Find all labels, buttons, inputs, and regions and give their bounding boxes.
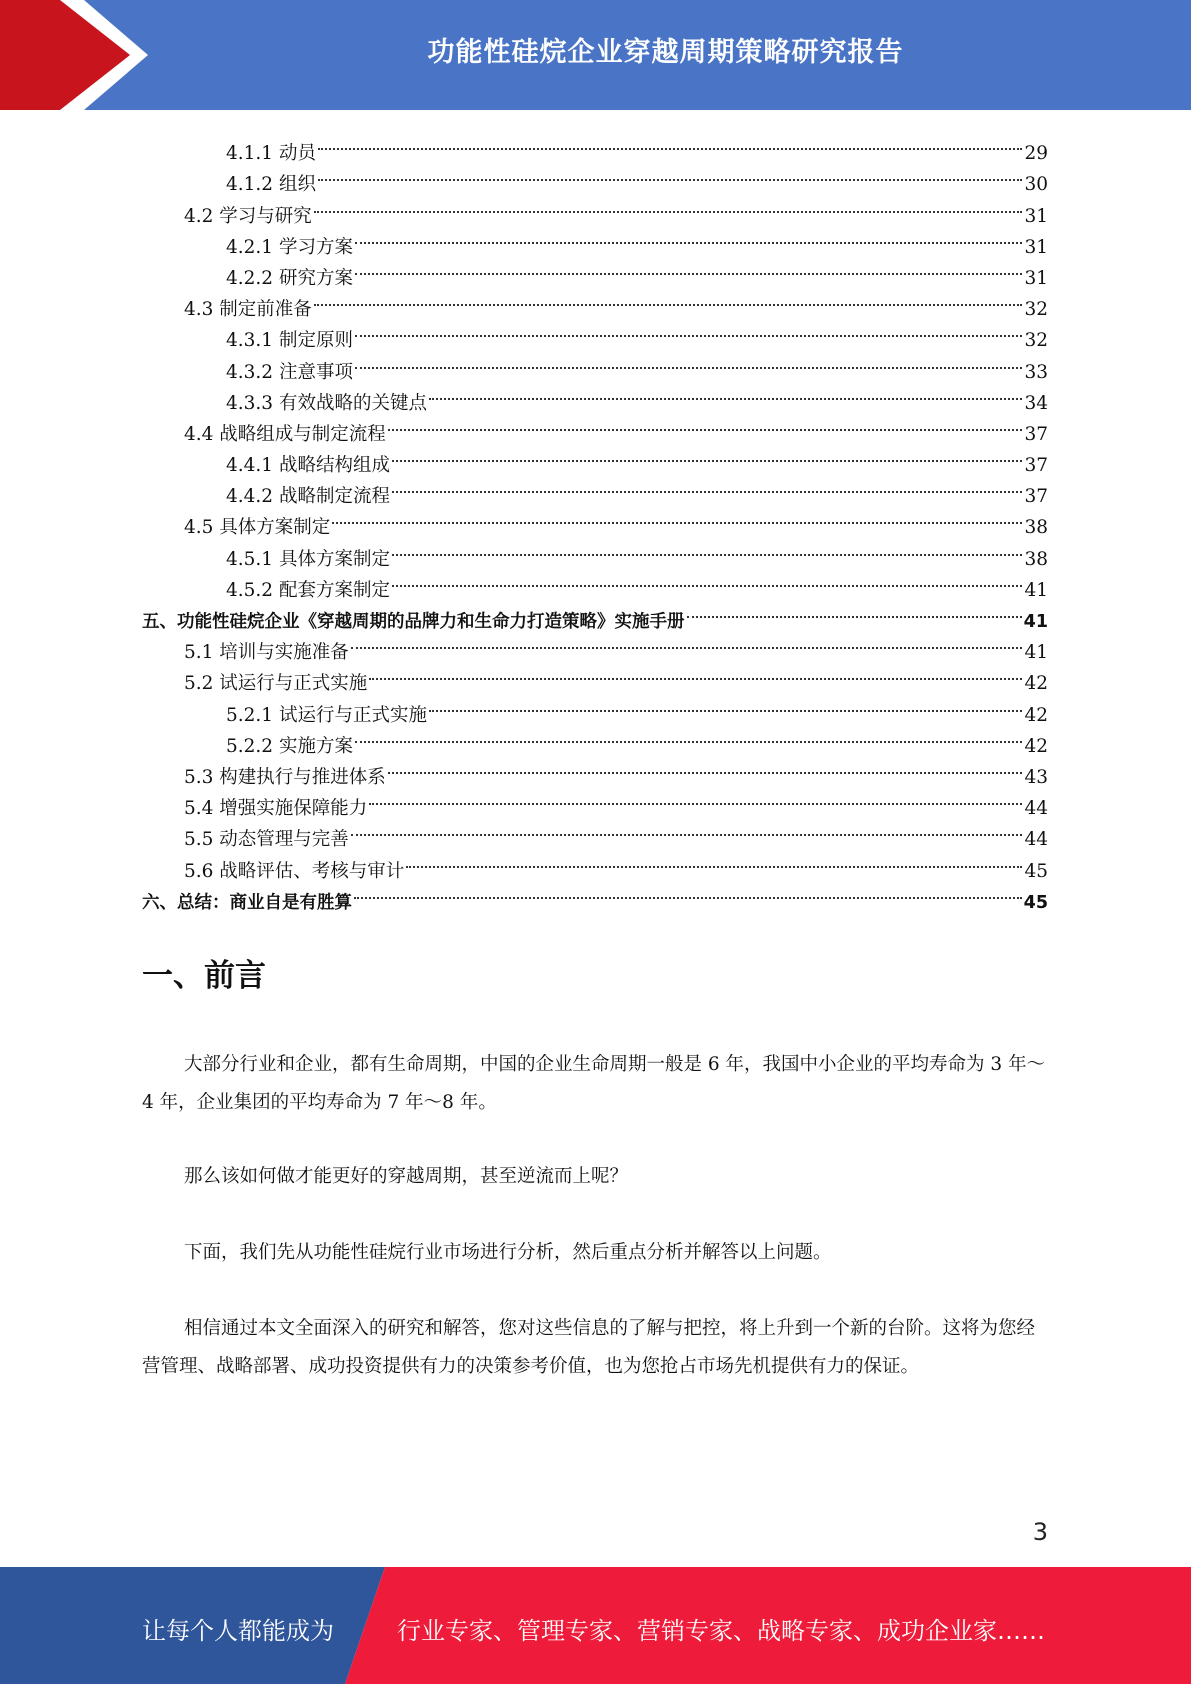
toc-entry-page: 42	[1024, 673, 1048, 695]
table-of-contents	[142, 128, 1048, 913]
toc-entry-page: 32	[1024, 330, 1048, 352]
footer-slogan-left: 让每个人都能成为	[142, 1617, 334, 1645]
toc-entry-page: 37	[1024, 423, 1048, 445]
toc-entry-label: 4.5.1 具体方案制定	[226, 548, 390, 570]
toc-leader-dots	[369, 658, 1022, 689]
page-footer	[0, 1567, 1191, 1684]
toc-entry[interactable]	[142, 378, 1048, 414]
toc-leader-dots	[318, 128, 1023, 159]
toc-entry-page: 41	[1024, 642, 1048, 664]
toc-entry-label: 4.5.2 配套方案制定	[226, 579, 390, 601]
toc-leader-dots	[314, 190, 1023, 221]
header-title: 功能性硅烷企业穿越周期策略研究报告	[427, 37, 904, 68]
toc-entry-page: 37	[1024, 486, 1048, 508]
toc-entry-page: 31	[1024, 267, 1048, 289]
toc-leader-dots	[355, 315, 1023, 346]
body-paragraph: 大部分行业和企业，都有生命周期，中国的企业生命周期一般是 6 年，我国中小企业的平均寿命为 3 年～4 年，企业集团的平均寿命为 7 年～8 年。	[142, 1054, 1046, 1113]
toc-entry-label: 5.5 动态管理与完善	[184, 829, 349, 851]
toc-leader-dots	[314, 284, 1023, 315]
toc-entry-label: 4.1.2 组织	[226, 174, 316, 196]
toc-entry[interactable]	[142, 877, 1048, 913]
toc-entry-page: 42	[1024, 704, 1048, 726]
toc-leader-dots	[351, 627, 1023, 658]
toc-entry-page: 38	[1024, 548, 1048, 570]
toc-entry-page: 38	[1024, 517, 1048, 539]
toc-entry-label: 4.1.1 动员	[226, 143, 316, 165]
toc-entry-label: 4.4.2 战略制定流程	[226, 486, 390, 508]
toc-entry-page: 30	[1024, 174, 1048, 196]
toc-entry-page: 31	[1024, 205, 1048, 227]
toc-entry[interactable]	[142, 502, 1048, 539]
toc-entry-page: 37	[1024, 455, 1048, 477]
toc-entry-label: 4.2.2 研究方案	[226, 267, 353, 289]
toc-entry[interactable]	[142, 222, 1048, 258]
toc-entry-label: 5.1 培训与实施准备	[184, 642, 349, 664]
toc-leader-dots	[318, 159, 1023, 190]
toc-entry[interactable]	[142, 159, 1048, 196]
toc-entry[interactable]	[142, 440, 1048, 477]
toc-entry[interactable]	[142, 752, 1048, 788]
toc-entry-label: 5.3 构建执行与推进体系	[184, 766, 386, 788]
toc-entry[interactable]	[142, 627, 1048, 664]
toc-entry[interactable]	[142, 315, 1048, 352]
footer-slogan-right: 行业专家、管理专家、营销专家、战略专家、成功企业家……	[397, 1617, 1045, 1645]
toc-entry-page: 44	[1024, 798, 1048, 820]
toc-leader-dots	[392, 533, 1022, 564]
toc-entry-label: 4.2 学习与研究	[184, 205, 312, 227]
toc-entry-label: 4.2.1 学习方案	[226, 236, 353, 258]
toc-entry-label: 五、功能性硅烷企业《穿越周期的品牌力和生命力打造策略》实施手册	[142, 612, 685, 632]
toc-entry-label: 4.3.1 制定原则	[226, 330, 353, 352]
toc-leader-dots	[406, 845, 1022, 876]
toc-entry[interactable]	[142, 689, 1048, 726]
toc-entry[interactable]	[142, 596, 1048, 632]
toc-entry-label: 4.4 战略组成与制定流程	[184, 423, 386, 445]
toc-entry-page: 33	[1024, 361, 1048, 383]
toc-entry-page: 43	[1024, 766, 1048, 788]
toc-entry[interactable]	[142, 128, 1048, 165]
toc-entry[interactable]	[142, 253, 1048, 289]
toc-leader-dots	[332, 502, 1022, 533]
toc-entry-page: 41	[1024, 579, 1048, 601]
toc-entry-label: 4.3.2 注意事项	[226, 361, 353, 383]
toc-entry-page: 42	[1024, 735, 1048, 757]
toc-entry-page: 31	[1024, 236, 1048, 258]
toc-entry[interactable]	[142, 409, 1048, 445]
toc-entry-page: 34	[1024, 392, 1048, 414]
toc-entry[interactable]	[142, 658, 1048, 695]
toc-entry-page: 45	[1023, 892, 1048, 913]
toc-entry[interactable]	[142, 471, 1048, 508]
toc-entry-label: 5.2 试运行与正式实施	[184, 673, 368, 695]
toc-entry[interactable]	[142, 284, 1048, 321]
toc-entry-label: 4.5 具体方案制定	[184, 517, 331, 539]
toc-entry[interactable]	[142, 565, 1048, 601]
toc-leader-dots	[355, 253, 1023, 284]
toc-entry[interactable]	[142, 814, 1048, 851]
toc-entry-page: 44	[1024, 829, 1048, 851]
toc-leader-dots	[392, 565, 1022, 596]
toc-leader-dots	[355, 721, 1023, 752]
toc-entry-label: 4.4.1 战略结构组成	[226, 455, 390, 477]
body-paragraph: 相信通过本文全面深入的研究和解答，您对这些信息的了解与把控，将上升到一个新的台阶。这将为您经营管理、战略部署、成功投资提供有力的决策参考价值，也为您抢占市场先机提供有力的保证。	[142, 1318, 1036, 1377]
toc-entry[interactable]	[142, 190, 1048, 227]
toc-leader-dots	[355, 222, 1023, 253]
toc-entry-label: 5.4 增强实施保障能力	[184, 798, 368, 820]
toc-leader-dots	[388, 409, 1023, 440]
page-header	[0, 0, 1191, 110]
body-paragraph: 那么该如何做才能更好的穿越周期，甚至逆流而上呢？	[184, 1166, 629, 1187]
toc-entry[interactable]	[142, 533, 1048, 570]
toc-leader-dots	[355, 346, 1023, 377]
toc-entry[interactable]	[142, 721, 1048, 757]
toc-leader-dots	[354, 877, 1022, 908]
toc-entry-page: 41	[1023, 612, 1048, 632]
toc-entry-page: 32	[1024, 299, 1048, 321]
toc-leader-dots	[351, 814, 1023, 845]
toc-entry-label: 5.2.2 实施方案	[226, 735, 353, 757]
toc-entry-label: 4.3 制定前准备	[184, 299, 312, 321]
body-paragraph: 下面，我们先从功能性硅烷行业市场进行分析，然后重点分析并解答以上问题。	[184, 1242, 832, 1263]
toc-entry-page: 29	[1024, 143, 1048, 165]
toc-entry-label: 5.6 战略评估、考核与审计	[184, 860, 405, 882]
toc-leader-dots	[429, 378, 1022, 409]
page-number: 3	[1032, 1518, 1048, 1546]
toc-leader-dots	[687, 596, 1022, 627]
toc-leader-dots	[429, 689, 1022, 720]
toc-entry[interactable]	[142, 783, 1048, 820]
section-heading: 一、前言	[142, 958, 266, 994]
toc-entry[interactable]	[142, 845, 1048, 882]
toc-entry-label: 六、总结：商业自是有胜算	[142, 892, 352, 913]
toc-entry-label: 4.3.3 有效战略的关键点	[226, 392, 427, 414]
toc-leader-dots	[369, 783, 1022, 814]
toc-leader-dots	[388, 752, 1023, 783]
toc-entry[interactable]	[142, 346, 1048, 383]
toc-leader-dots	[392, 471, 1022, 502]
toc-entry-page: 45	[1024, 860, 1048, 882]
toc-entry-label: 5.2.1 试运行与正式实施	[226, 704, 427, 726]
toc-leader-dots	[392, 440, 1022, 471]
